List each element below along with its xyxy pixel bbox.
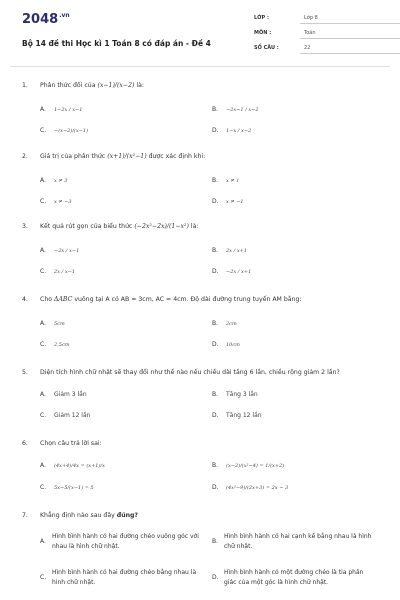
option-b[interactable]: B. 2cm: [212, 320, 237, 327]
option-b[interactable]: B. (x−2)/(x²−4) = 1/(x+2): [212, 462, 285, 469]
document-header: $2048^{.vn}$ Bộ 14 đề thi Học kì 1 Toán 8 có đáp án - Đề 4 LỚP : Lớp 8 MÔN : Toán SỐ CÂU : 22: [22, 8, 382, 60]
option-b[interactable]: B. Tăng 3 lần: [212, 391, 258, 398]
question-stem: 5. Diện tích hình chữ nhật sẽ thay đổi như thế nào nếu chiều dài tăng 6 lần, chiều rộng giảm 2 lần?: [22, 369, 340, 376]
option-c[interactable]: C. 5x−5/(x−1) = 5: [40, 484, 94, 491]
option-a[interactable]: A. 5cm: [40, 320, 65, 327]
exam-title: Bộ 14 đề thi Học kì 1 Toán 8 có đáp án - Đề 4: [22, 39, 211, 48]
option-c[interactable]: C. Giảm 12 lần: [40, 412, 91, 419]
option-a[interactable]: A. −2x / x−1: [40, 247, 80, 254]
option-d[interactable]: D. −2x / x+1: [212, 268, 252, 275]
option-b[interactable]: B. 2x / x+1: [212, 247, 248, 254]
option-b[interactable]: B. −2x−1 / x−2: [212, 106, 259, 113]
option-d[interactable]: D. (4x²−9)/(2x+3) = 2x − 3: [212, 484, 289, 491]
question-stem: 2. Giá trị của phân thức (x+1)/(x²−1) được xác định khi:: [22, 153, 206, 160]
option-c[interactable]: C. 2,5cm: [40, 341, 70, 348]
option-d[interactable]: D. 1−x / x−2: [212, 127, 252, 134]
question-stem: 4. Cho ΔABC vuông tại A có AB = 3cm, AC = 4cm. Độ dài đường trung tuyến AM bằng:: [22, 296, 302, 303]
question-stem: 6. Chọn câu trả lời sai:: [22, 440, 102, 447]
option-c[interactable]: C. 2x / x−1: [40, 268, 76, 275]
site-logo[interactable]: $2048^{.vn}$: [22, 12, 70, 27]
header-divider: [10, 66, 390, 67]
option-a[interactable]: A. Giảm 3 lần: [40, 391, 87, 398]
question-stem: 7. Khẳng định nào sau đây đúng?: [22, 512, 139, 519]
option-b[interactable]: B. x ≠ 1: [212, 177, 240, 184]
option-a[interactable]: A. (4x+4)/4x = (x+1)/x: [40, 462, 105, 469]
exam-page: $2048^{.vn}$ Bộ 14 đề thi Học kì 1 Toán 8 có đáp án - Đề 4 LỚP : Lớp 8 MÔN : Toán SỐ CÂU : 22 1. Phân thức đối của (x−1)/(x−2) là: A. 1−2x / x−1 B. −2x−1 / x−2 C. −(x−2)/(x−1) D. 1−x / x−2 2. Giá trị của phân thức (x+1)/(x²−1) được xác định khi: A. x ≠ 3 B. x ≠ 1 C. x ≠ −3 D. x ≠ −1 3. Kết quả rút gọn của biểu thức (−2x²−2x)/(1−x²) là: A. −2x / x−1 B. 2x / x+1 C. 2x / x−1 D. −2x / x+1 4. Cho ΔABC vuông tại A có AB = 3cm, AC = 4cm. Độ dài đường trung tuyến AM bằng: A. 5cm B. 2cm C. 2,5cm D. 10cm 5. Diện tích hình chữ nhật sẽ thay đổi như thế nào nếu chiều dài tăng 6 lần, chiều rộng giảm 2 lần? A. Giảm 3 lần B. Tăng 3 lần C. Giảm 12 lần D. Tăng 12 lần 6. Chọn câu trả lời sai: A. (4x+4)/4x = (x+1)/x B. (x−2)/(x²−4) = 1/(x+2) C. 5x−5/(x−1) = 5 D. (4x²−9)/(2x+3) = 2x − 3 7. Khẳng định nào sau đây đúng? A. Hình bình hành có hai đường chéo vuông góc với nhau là hình chữ nhật. B. Hình bình hành có hai cạnh kề bằng nhau là hình chữ nhật. C. Hình bình hành có hai đường chéo bằng nhau là hình chữ nhật. D. Hình bình hành có một đường chéo là tia phân giác của một góc là hình chữ nhật.: [0, 0, 400, 600]
option-d[interactable]: D. 10cm: [212, 341, 240, 348]
question-stem: 3. Kết quả rút gọn của biểu thức (−2x²−2x)/(1−x²) là:: [22, 223, 199, 230]
option-c[interactable]: C. −(x−2)/(x−1): [40, 127, 89, 134]
option-c[interactable]: C. x ≠ −3: [40, 198, 72, 205]
option-d[interactable]: D. x ≠ −1: [212, 198, 244, 205]
option-a[interactable]: A. x ≠ 3: [40, 177, 68, 184]
option-a[interactable]: A. 1−2x / x−1: [40, 106, 83, 113]
question-stem: 1. Phân thức đối của (x−1)/(x−2) là:: [22, 82, 145, 89]
option-d[interactable]: D. Tăng 12 lần: [212, 412, 262, 419]
